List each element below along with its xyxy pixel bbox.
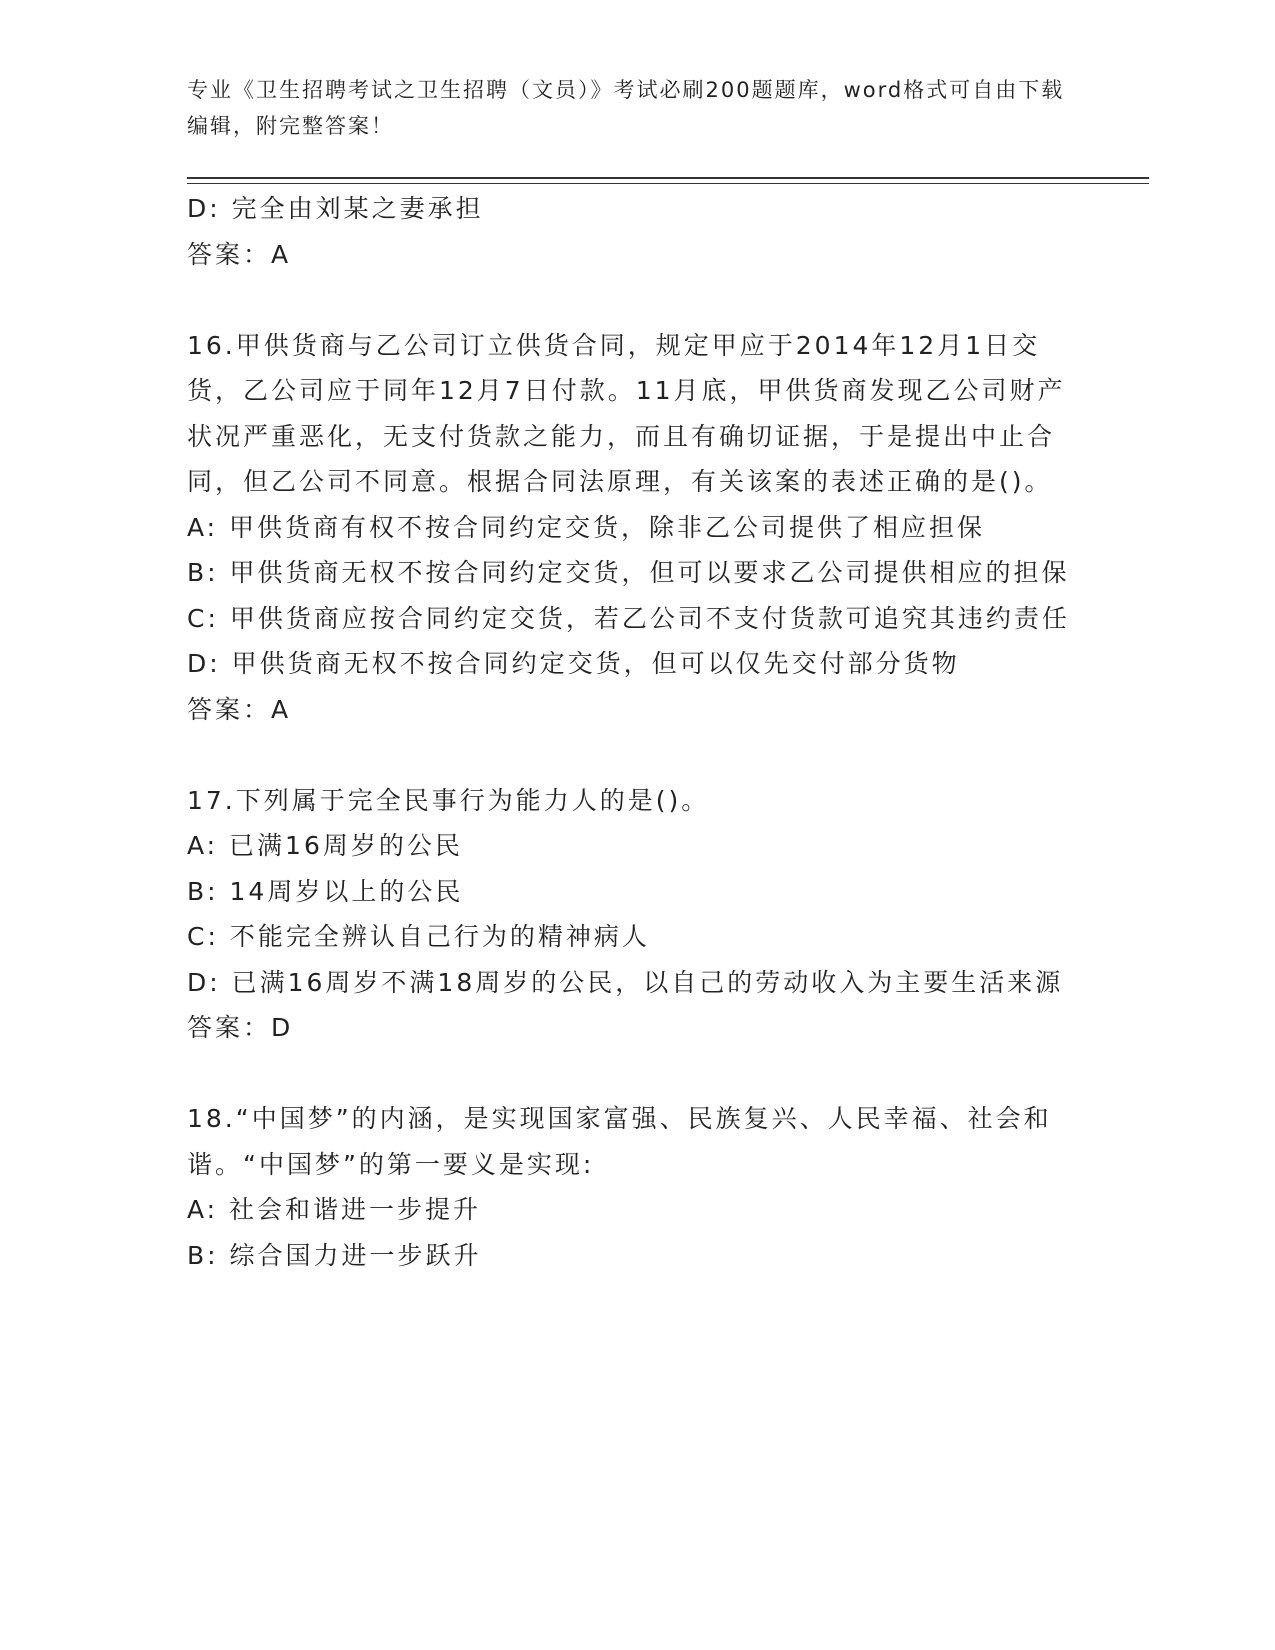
answer-line: 答案：A (187, 694, 292, 724)
option-a: A: 甲供货商有权不按合同约定交货，除非乙公司提供了相应担保 (187, 512, 986, 542)
option-b: B: 14周岁以上的公民 (187, 876, 464, 906)
question-stem: 16.甲供货商与乙公司订立供货合同，规定甲应于2014年12月1日交货，乙公司应于同年12月7日付款。11月底，甲供货商发现乙公司财产状况严重恶化，无支付货款之能力，而且有确切证据，于是提出中止合同，但乙公司不同意。根据合同法原理，有关该案的表述正确的是()。 (187, 330, 1066, 496)
spacer (187, 732, 1087, 778)
answer-line: 答案：A (187, 239, 292, 269)
option-d: D: 完全由刘某之妻承担 (187, 194, 484, 223)
option-b: B: 甲供货商无权不按合同约定交货，但可以要求乙公司提供相应的担保 (187, 558, 1070, 587)
option-d: D: 甲供货商无权不按合同约定交货，但可以仅先交付部分货物 (187, 649, 960, 678)
option-b: B: 综合国力进一步跃升 (187, 1240, 482, 1270)
header-rule-thin (187, 183, 1149, 184)
option-c: C: 不能完全辨认自己行为的精神病人 (187, 922, 650, 951)
header-rule-thick (187, 177, 1149, 179)
option-c: C: 甲供货商应按合同约定交货，若乙公司不支付货款可追究其违约责任 (187, 603, 1070, 633)
question-stem: 17.下列属于完全民事行为能力人的是()。 (187, 785, 710, 815)
option-d: D: 已满16周岁不满18周岁的公民，以自己的劳动收入为主要生活来源 (187, 967, 1064, 997)
answer-line: 答案：D (187, 1013, 294, 1042)
question-stem: 18.“中国梦”的内涵，是实现国家富强、民族复兴、人民幸福、社会和谐。“中国梦”的第一要义是实现: (187, 1104, 1052, 1179)
spacer (187, 1051, 1087, 1097)
option-a: A: 社会和谐进一步提升 (187, 1195, 482, 1224)
document-header: 专业《卫生招聘考试之卫生招聘（文员）》考试必刷200题题库，word格式可自由下载编辑，附完整答案！ (187, 78, 1065, 138)
spacer (187, 277, 1087, 323)
option-a: A: 已满16周岁的公民 (187, 831, 463, 860)
document-body (187, 186, 1087, 1278)
